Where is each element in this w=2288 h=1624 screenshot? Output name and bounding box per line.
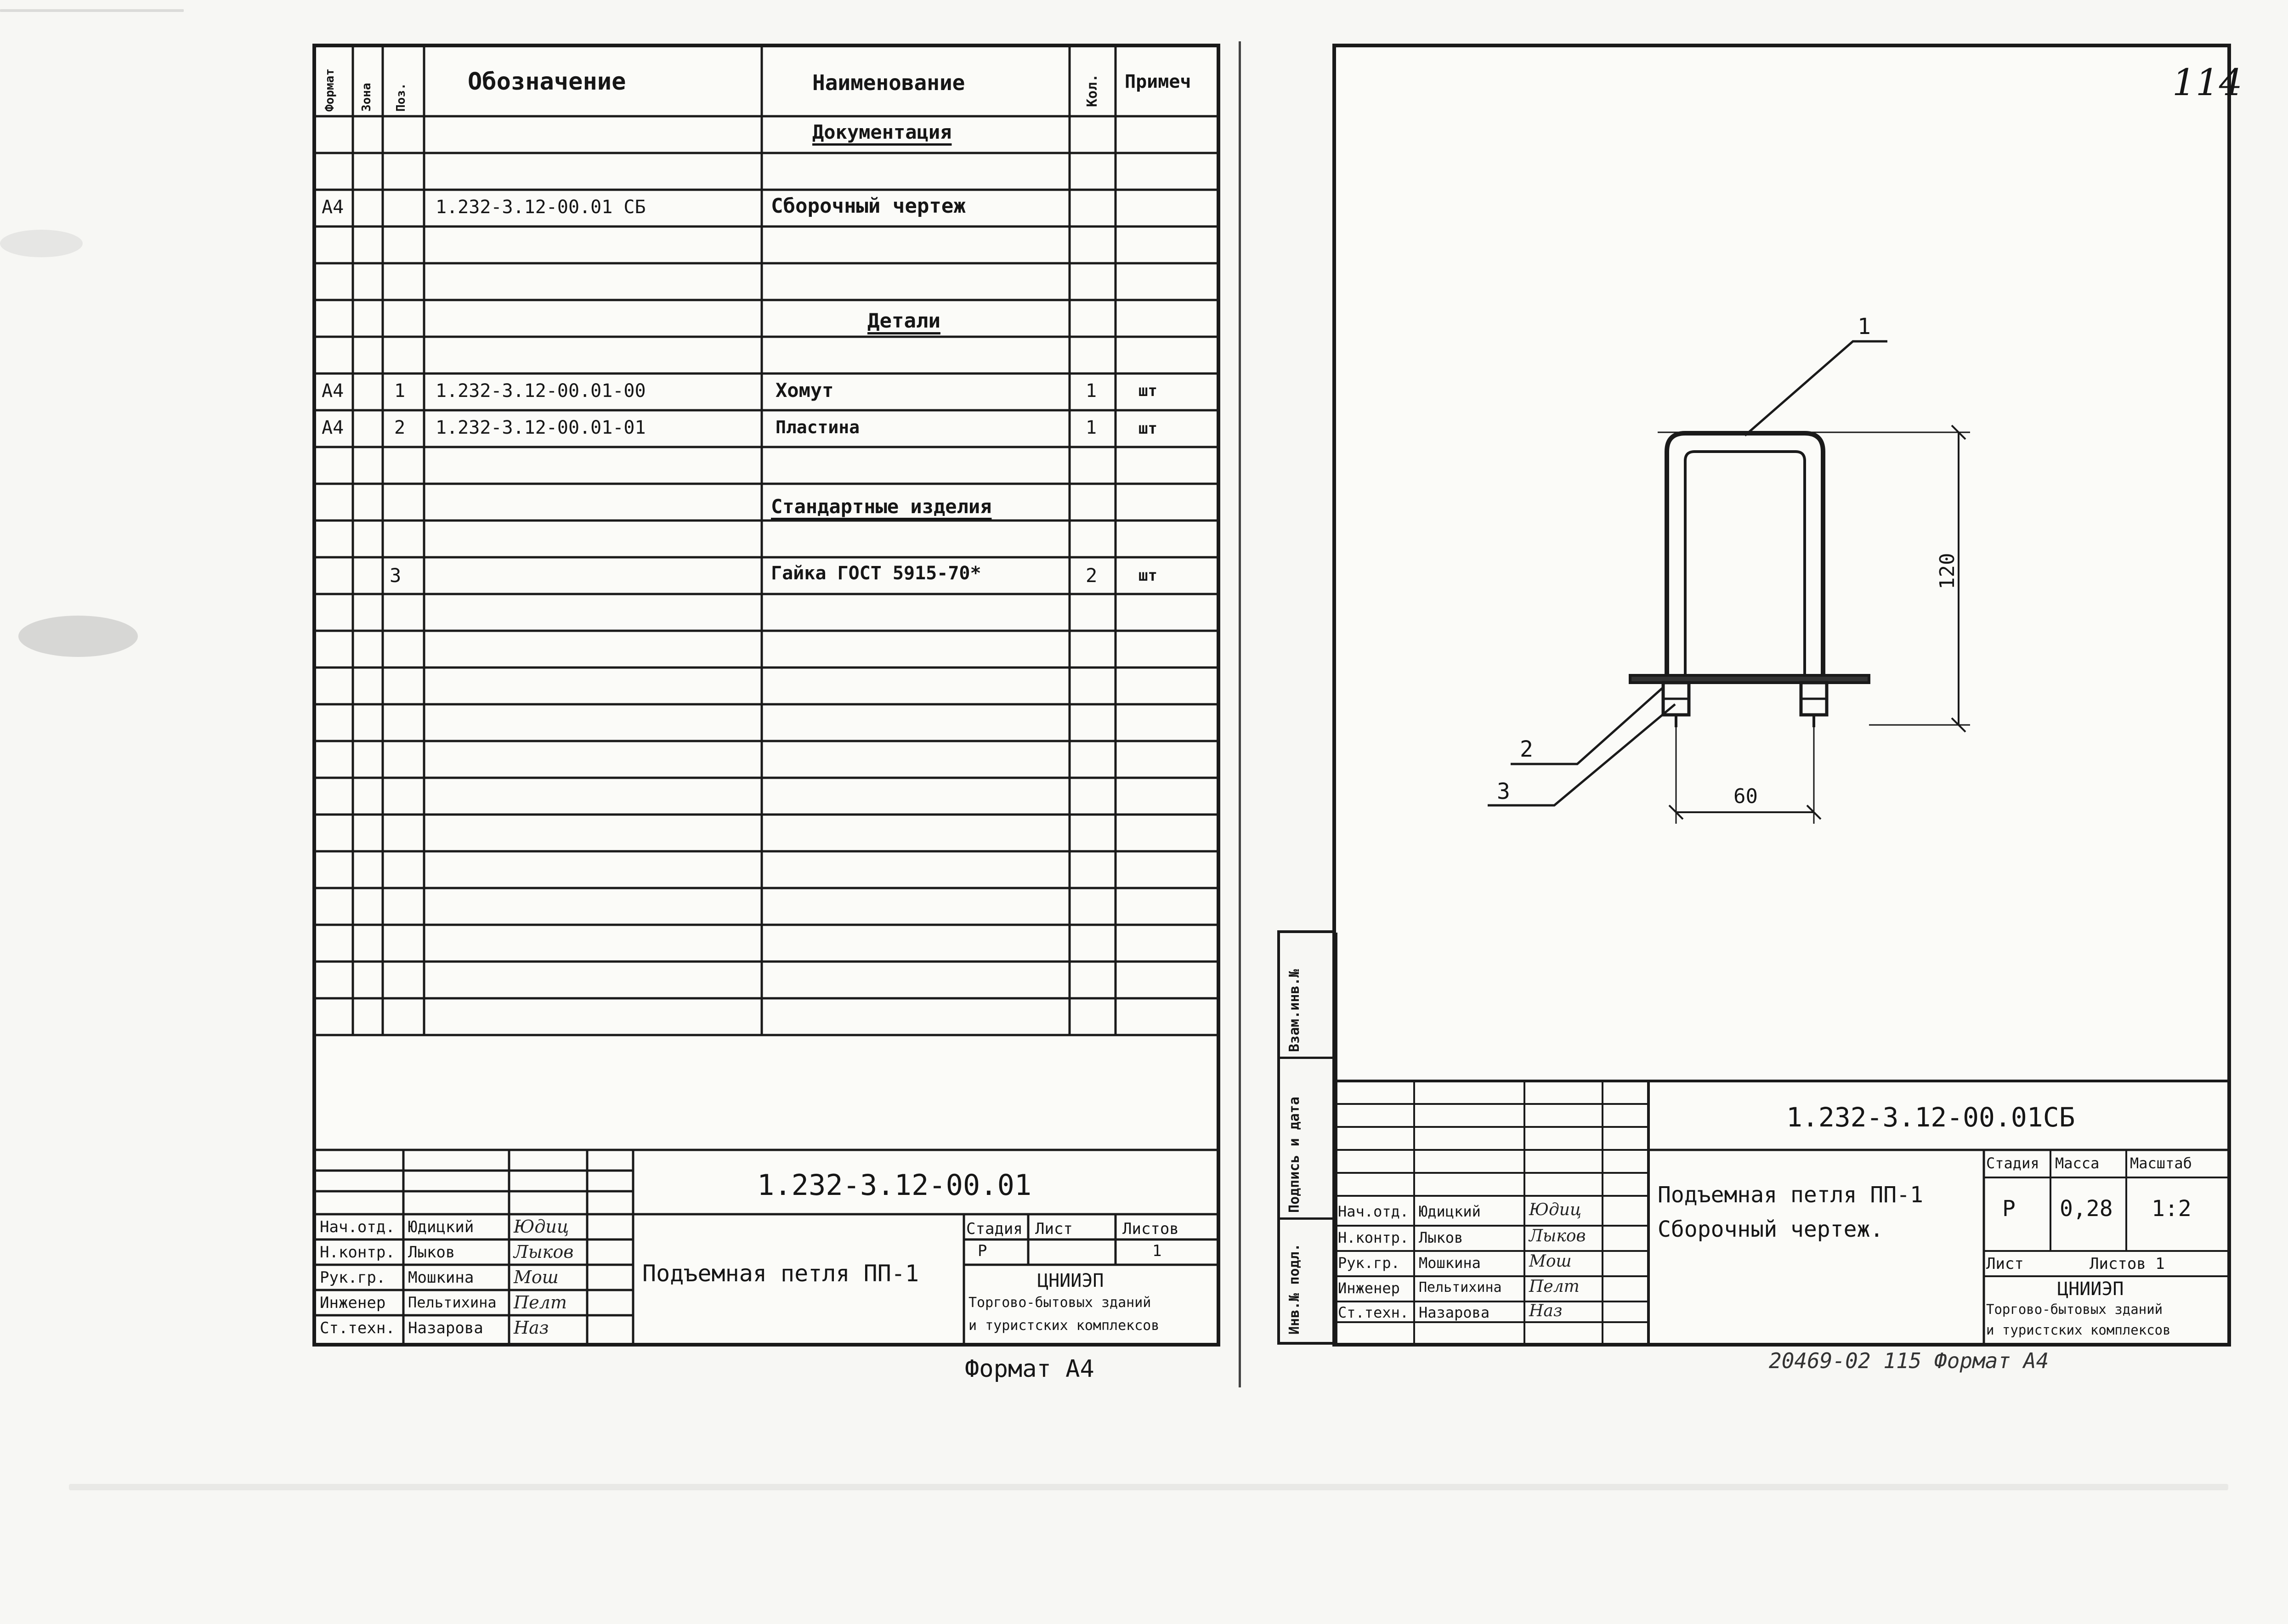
callout-3: 3 [1497,779,1510,804]
stage-label: Стадия [1986,1154,2039,1172]
org-name: ЦНИИЭП [1037,1270,1104,1291]
staff-role: Инженер [320,1294,386,1312]
sheets-value: 1 [1152,1242,1162,1260]
assembly-drawing-sheet [1332,44,2243,1347]
row-note: шт [1138,566,1157,585]
footer-note: 20469-02 115 Формат А4 [1769,1348,2049,1373]
specification-sheet [312,44,1220,1347]
row-designation: 1.232-3.12-00.01-00 [436,380,646,402]
staff-role: Ст.техн. [320,1319,395,1337]
drawing-title: Подъемная петля ПП-1 [1658,1182,1923,1208]
staff-name: Назарова [408,1319,483,1337]
drawing-title: Подъемная петля ПП-1 [642,1260,919,1287]
staff-name: Юдицкий [408,1218,474,1236]
stage-value: Р [2002,1196,2016,1222]
specification-grid [316,47,1217,1343]
row-name: Хомут [776,379,834,402]
col-header-designation: Обозначение [468,68,626,96]
staff-role: Н.контр. [1338,1229,1409,1246]
side-stamp-strip [1277,930,1335,1345]
scale-value: 1:2 [2152,1196,2192,1222]
staff-name: Мошкина [1419,1254,1481,1272]
section-heading-documentation: Документация [812,121,952,143]
staff-name: Пельтихина [408,1294,497,1311]
sheets-label: Листов [1122,1220,1179,1238]
staff-role: Ст.техн. [1338,1304,1409,1321]
row-qty: 1 [1086,417,1097,438]
row-name: Пластина [776,417,860,437]
callout-1: 1 [1858,314,1871,340]
drawing-svg [1336,47,2227,1343]
row-qty: 1 [1086,380,1097,402]
doc-number: 1.232-3.12-00.01 [757,1168,1032,1202]
scale-label: Масштаб [2130,1154,2192,1172]
dimension-height: 120 [1936,553,1959,589]
section-heading-standard-items: Стандартные изделия [771,495,992,518]
staff-role: Инженер [1338,1279,1400,1297]
stage-value: Р [978,1242,987,1260]
row-format: А4 [322,417,344,438]
staff-name: Пельтихина [1419,1279,1502,1296]
row-format: А4 [322,197,344,218]
sheet-label: Лист [1035,1220,1073,1238]
signature: Юдиц [514,1217,569,1237]
row-pos: 2 [394,417,406,438]
signature: Пелт [1529,1277,1580,1296]
row-pos: 3 [390,564,402,587]
row-name: Гайка ГОСТ 5915-70* [771,563,981,584]
signature: Наз [1529,1301,1563,1320]
staff-role: Н.контр. [320,1243,395,1262]
staff-name: Лыков [1419,1229,1463,1246]
staff-role: Нач.отд. [1338,1203,1409,1220]
row-designation: 1.232-3.12-00.01 СБ [436,197,646,218]
org-line: и туристских комплексов [968,1318,1160,1334]
side-label-signature-date: Подпись и дата [1286,1097,1303,1213]
side-label-replacement: Взам.инв.№ [1286,969,1303,1052]
doc-number: 1.232-3.12-00.01СБ [1786,1102,2075,1133]
signature: Юдиц [1529,1200,1582,1219]
signature: Пелт [514,1292,567,1313]
signature: Лыков [514,1242,574,1262]
org-line: Торгово-бытовых зданий [1986,1301,2163,1317]
clamp-inner [1685,452,1805,677]
staff-role: Нач.отд. [320,1218,395,1236]
side-stamp-divider [1277,1057,1332,1059]
format-note: Формат А4 [965,1355,1094,1383]
signature: Мош [514,1267,559,1287]
row-name: Сборочный чертеж [771,194,966,218]
col-header-zone: Зона [360,83,374,112]
staff-name: Лыков [408,1243,455,1262]
signature: Наз [514,1318,549,1338]
dimension-width: 60 [1733,785,1758,808]
row-designation: 1.232-3.12-00.01-01 [436,417,646,438]
page-number: 114 [2172,61,2243,104]
scan-artifact [69,1484,2228,1490]
stage-label: Стадия [966,1220,1023,1238]
row-qty: 2 [1086,564,1098,587]
signature: Лыков [1529,1227,1586,1245]
col-header-name: Наименование [812,70,965,95]
clamp-outer [1667,433,1823,677]
staff-name: Назарова [1419,1304,1490,1321]
staff-role: Рук.гр. [320,1268,386,1287]
row-note: шт [1138,382,1157,400]
drawing-subtitle: Сборочный чертеж. [1658,1217,1884,1242]
col-header-note: Примеч [1125,71,1191,92]
scan-artifact [0,9,184,12]
mass-value: 0,28 [2060,1196,2113,1222]
org-line: Торгово-бытовых зданий [968,1295,1151,1311]
col-header-format: Формат [323,68,337,112]
sheets-label: Листов 1 [2090,1255,2165,1273]
col-header-qty: Кол. [1084,74,1100,107]
org-name: ЦНИИЭП [2057,1279,2124,1300]
signature: Мош [1529,1252,1572,1271]
sheet-label: Лист [1986,1255,2024,1273]
scan-artifact [0,230,83,257]
org-line: и туристских комплексов [1986,1322,2171,1338]
row-note: шт [1138,419,1157,438]
staff-role: Рук.гр. [1338,1254,1400,1272]
col-header-pos: Поз. [394,83,408,112]
fold-line [1239,41,1241,1387]
row-format: А4 [322,380,344,402]
callout-2: 2 [1520,736,1533,762]
row-pos: 1 [394,380,406,402]
staff-name: Юдицкий [1419,1203,1481,1220]
side-stamp-divider [1277,1217,1332,1220]
side-label-inventory: Инв.№ подл. [1286,1243,1303,1335]
scan-artifact [18,616,138,657]
section-heading-parts: Детали [867,309,940,333]
staff-name: Мошкина [408,1268,474,1287]
mass-label: Масса [2055,1154,2100,1172]
